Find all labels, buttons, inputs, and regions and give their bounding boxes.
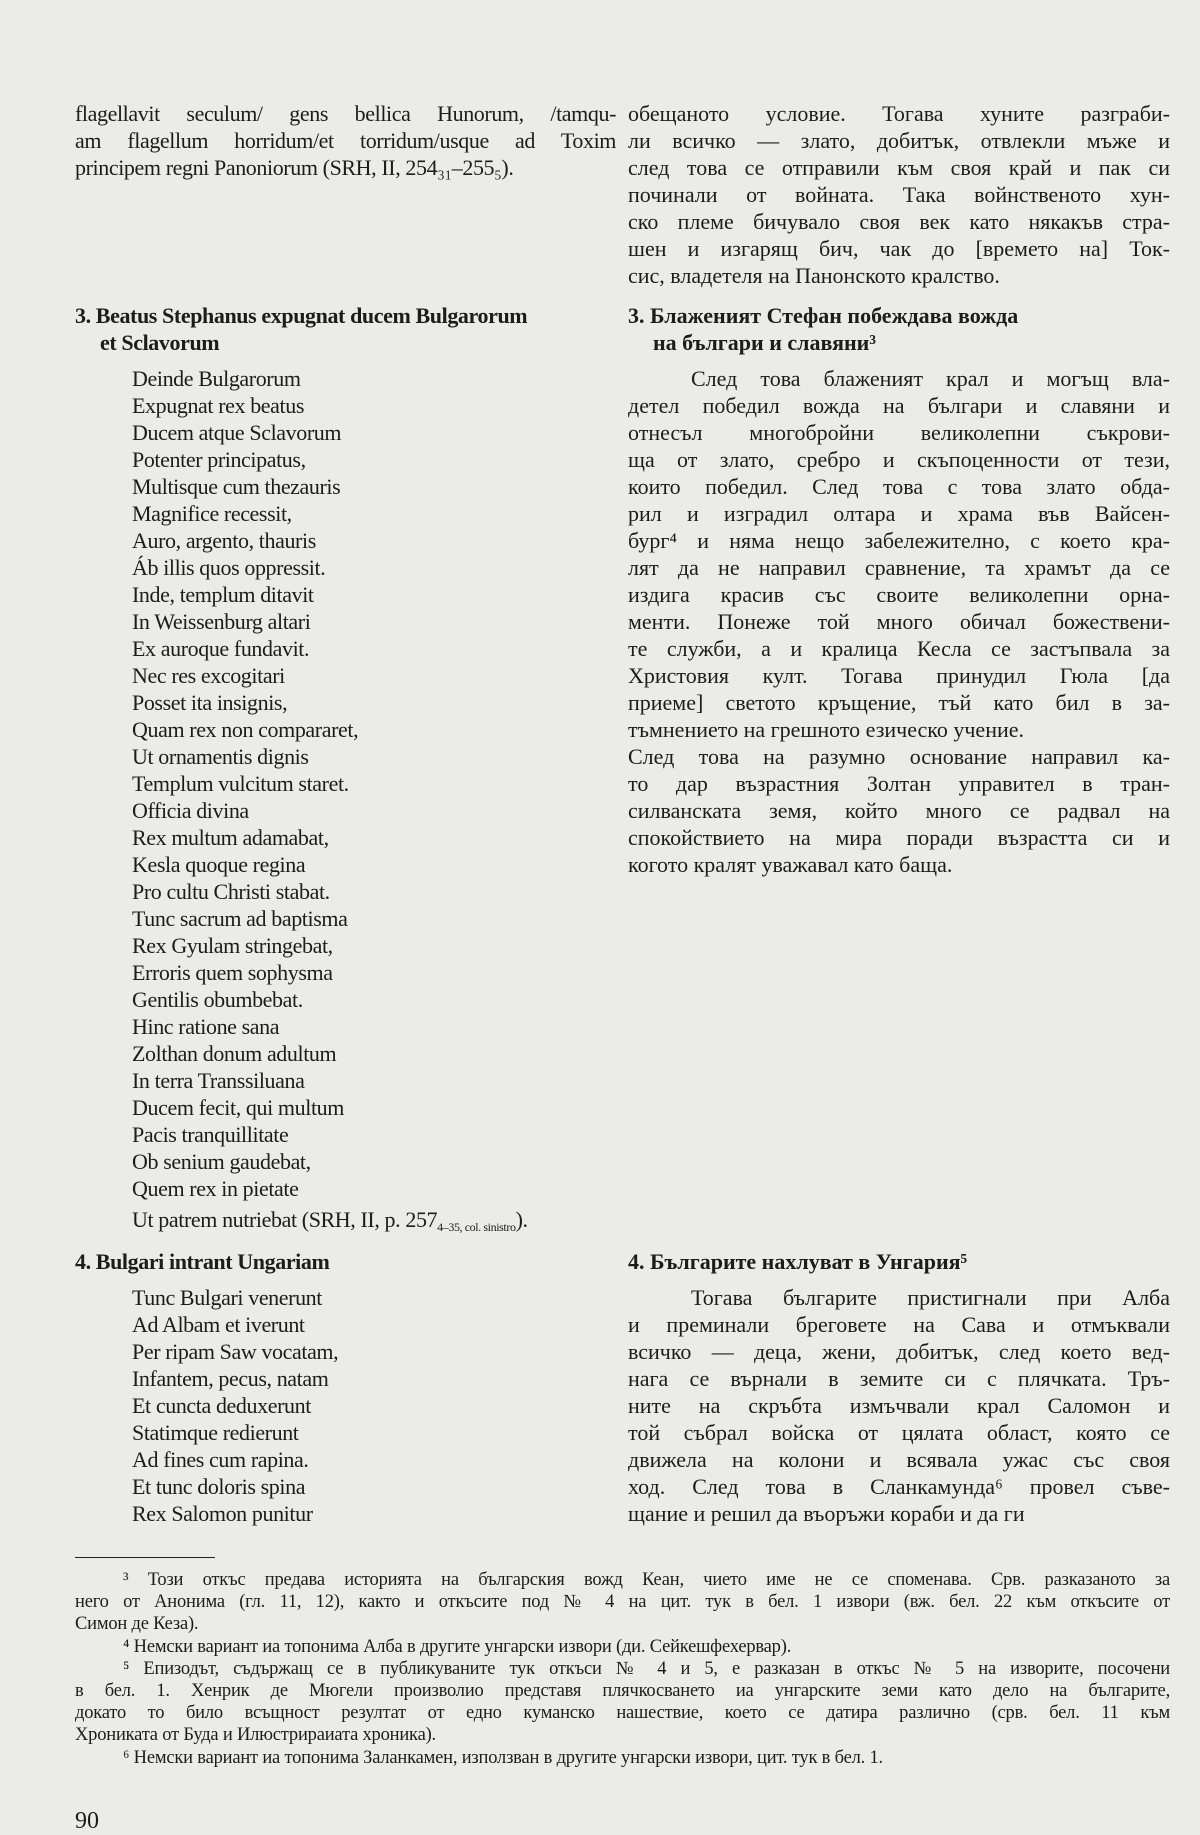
text-line: които победил. След това с това злато обда-: [628, 474, 1170, 499]
footnote-line: него от Анонима (гл. 11, 12), както и откъсите под № 4 на цит. тук в бел. 1 извори (вж. бел. 22 към откъсите от: [75, 1592, 1170, 1613]
verse-line: Tunc sacrum ad baptisma: [132, 906, 348, 931]
verse-line: Deinde Bulgarorum: [132, 366, 301, 391]
footnote-line: докато то било всъщност резултат от едно куманско нашествие, което се датира различно (срв. бел. 11 към: [75, 1703, 1170, 1724]
text-line: бург⁴ и няма нещо забележително, с което кра-: [628, 528, 1170, 553]
bulgarian-heading-3: [628, 302, 1170, 356]
text-line: am flagellum horridum/et torridum/usque ad Toxim: [75, 128, 616, 153]
latin-heading-3: [75, 302, 616, 356]
text-line: спокойствието на мира поради възрастта си и: [628, 825, 1170, 850]
latin-heading-4: [75, 1248, 616, 1275]
verse-line: Posset ita insignis,: [132, 690, 288, 715]
text-line: лят да не направил сравнение, та храмът да се: [628, 555, 1170, 580]
text-line: когото кралят уважавал като баща.: [628, 852, 953, 877]
verse-line: Ad fines cum rapina.: [132, 1447, 309, 1472]
verse-line: Ex auroque fundavit.: [132, 636, 310, 661]
verse-line: Pro cultu Christi stabat.: [132, 879, 330, 904]
verse-line: Et tunc doloris spina: [132, 1474, 306, 1499]
verse-line: In terra Transsiluana: [132, 1068, 305, 1093]
verse-line: Ut ornamentis dignis: [132, 744, 309, 769]
verse-line: Pacis tranquillitate: [132, 1122, 289, 1147]
footnote-divider: [75, 1557, 215, 1558]
text-line: ли всичко — злато, добитък, отвлекли мъже и: [628, 128, 1170, 153]
footnote-line: в бел. 1. Хенрик де Мюгели произволио представя плячкосването иа унгарските земи като дело на българите,: [75, 1680, 1170, 1701]
verse-line: Et cuncta deduxerunt: [132, 1393, 311, 1418]
heading-line: et Sclavorum: [100, 330, 220, 355]
text-line: всичко — деца, жени, добитък, след което вед-: [628, 1339, 1170, 1364]
footnote-line: ³ Този откъс предава историята на българския вожд Кеан, чието име не се споменава. Срв. разказаното за: [123, 1570, 1170, 1590]
heading-text: 4. Българите нахлуват в Унгария⁵: [628, 1249, 968, 1274]
verse-line: Ad Albam et iverunt: [132, 1312, 305, 1337]
verse-text: Ut patrem nutriebat (SRH, II, p. 257: [132, 1207, 438, 1232]
text-line: Христовия култ. Тогава принудил Гюла [да: [628, 663, 1170, 688]
heading-line: 3. Блаженият Стефан побеждава вожда: [628, 303, 1019, 328]
footnote-line: ⁴ Немски вариант иа топонима Алба в другите унгарски извори (ди. Сейкешфехервар).: [123, 1636, 792, 1657]
text-line: ща от злато, сребро и скъпоценности от тези,: [628, 447, 1170, 472]
text-line: нага се върнали в земите си с плячката. Тръ-: [628, 1366, 1170, 1391]
bulgarian-paragraph-3: [628, 365, 1170, 878]
text-line: flagellavit seculum/ gens bellica Hunorum, /tamqu-: [75, 101, 616, 126]
footnote-line: Хрониката от Буда и Илюстрираиата хроника).: [75, 1725, 436, 1746]
text-line: щание и решил да въоръжи кораби и да ги: [628, 1501, 1025, 1526]
verse-line: Per ripam Saw vocatam,: [132, 1339, 339, 1364]
verse-line: Statimque redierunt: [132, 1420, 299, 1445]
verse-text-end: ).: [515, 1207, 528, 1232]
text-line: силванската земя, който много се радвал на: [628, 798, 1170, 823]
footnote-line: ⁶ Немски вариант иа топонима Заланкамен, използван в другите унгарски извори, цит. тук в бел. 1.: [123, 1747, 883, 1768]
text-line: шен и изгарящ бич, чак до [времето на] Ток-: [628, 236, 1170, 261]
verse-line: Zolthan donum adultum: [132, 1041, 337, 1066]
verse-line: Potenter principatus,: [132, 447, 306, 472]
verse-line: Tunc Bulgari venerunt: [132, 1285, 322, 1310]
footnote-line: ⁵ Епизодът, съдържащ се в публикуваните тук откъси № 4 и 5, е разказан в откъс № 5 на изворите, посочени: [123, 1658, 1170, 1679]
verse-line: Kesla quoque regina: [132, 852, 306, 877]
verse-subscript: 4–35, col. sinistro: [437, 1220, 516, 1234]
text-line: и преминали бреговете на Сава и отмъквали: [628, 1312, 1170, 1337]
verse-line: Ob senium gaudebat,: [132, 1149, 311, 1174]
text-line: издига красив със своите великолепни орна-: [628, 582, 1170, 607]
verse-line: Magnifice recessit,: [132, 501, 292, 526]
text-line: обещаното условие. Тогава хуните разграби-: [628, 101, 1170, 126]
text-line: ход. След това в Сланкамунда⁶ провел съве-: [628, 1474, 1170, 1499]
page-number: 90: [75, 1808, 99, 1834]
footnote-line: Симон де Кеза).: [75, 1614, 199, 1635]
text-line: отнесъл многобройни великолепни съкрови-: [628, 420, 1170, 445]
verse-line: Ducem atque Sclavorum: [132, 420, 342, 445]
bulgarian-paragraph-1: [628, 100, 1170, 289]
text-line: приеме] светото кръщение, тъй като бил в за-: [628, 690, 1170, 715]
text-line: тъмнението на грешното езическо учение.: [628, 717, 1025, 742]
text-line: След това на разумно основание направил ка-: [628, 744, 1170, 769]
verse-line: Infantem, pecus, natam: [132, 1366, 329, 1391]
latin-paragraph-1: [75, 100, 616, 181]
verse-line: Hinc ratione sana: [132, 1014, 280, 1039]
text-line: ско племе бичувало своя век като някакъв стра-: [628, 209, 1170, 234]
verse-line: Gentilis obumbebat.: [132, 987, 303, 1012]
text-line: ните на скръбта измъчвали крал Саломон и: [628, 1393, 1170, 1418]
verse-line: Erroris quem sophysma: [132, 960, 333, 985]
text-line: Тогава българите пристигнали при Алба: [691, 1285, 1170, 1310]
verse-line: Multisque cum thezauris: [132, 474, 341, 499]
verse-line: In Weissenburg altari: [132, 609, 311, 634]
text-line: менти. Понеже той много обичал божествени-: [628, 609, 1170, 634]
text-line: рил и изградил олтара и храма във Вайсен-: [628, 501, 1170, 526]
verse-line: Quem rex in pietate: [132, 1176, 299, 1201]
heading-text: 4. Bulgari intrant Ungariam: [75, 1249, 330, 1274]
verse-line: Rex Salomon punitur: [132, 1501, 313, 1526]
text-line: principem regni Panoniorum (SRH, II, 254₃₁–255₅).: [75, 155, 514, 180]
verse-line: Rex Gyulam stringebat,: [132, 933, 333, 958]
latin-verse-3: [75, 365, 616, 1202]
verse-line: Rex multum adamabat,: [132, 825, 329, 850]
latin-verse-3-last: [75, 1206, 616, 1233]
verse-line: Auro, argento, thauris: [132, 528, 316, 553]
verse-line: Áb illis quos oppressit.: [132, 555, 326, 580]
verse-line: Templum vulcitum staret.: [132, 771, 349, 796]
verse-line: Officia divina: [132, 798, 249, 823]
text-line: след това се отправили към своя край и пак си: [628, 155, 1170, 180]
text-line: то дар възрастния Золтан управител в тран-: [628, 771, 1170, 796]
text-line: движела на колони и всявала ужас със своя: [628, 1447, 1170, 1472]
verse-line: Inde, templum ditavit: [132, 582, 314, 607]
text-line: той събрал войска от цялата област, която се: [628, 1420, 1170, 1445]
verse-line: Ducem fecit, qui multum: [132, 1095, 344, 1120]
verse-line: Expugnat rex beatus: [132, 393, 305, 418]
text-line: сис, владетеля на Панонското кралство.: [628, 263, 1000, 288]
heading-line: 3. Beatus Stephanus expugnat ducem Bulgarorum: [75, 303, 528, 328]
text-line: След това блаженият крал и могъщ вла-: [691, 366, 1170, 391]
footnotes: [75, 1569, 1170, 1769]
text-line: те служби, а и кралица Кесла се застъпвала за: [628, 636, 1170, 661]
text-line: починали от войната. Така войнственото хун-: [628, 182, 1170, 207]
verse-line: Quam rex non compararet,: [132, 717, 359, 742]
latin-verse-4: [75, 1284, 616, 1527]
heading-line: на българи и славяни³: [653, 330, 876, 355]
bulgarian-heading-4: [628, 1248, 1170, 1275]
bulgarian-paragraph-4: [628, 1284, 1170, 1527]
text-line: детел победил вожда на българи и славяни и: [628, 393, 1170, 418]
verse-line: Nec res excogitari: [132, 663, 285, 688]
